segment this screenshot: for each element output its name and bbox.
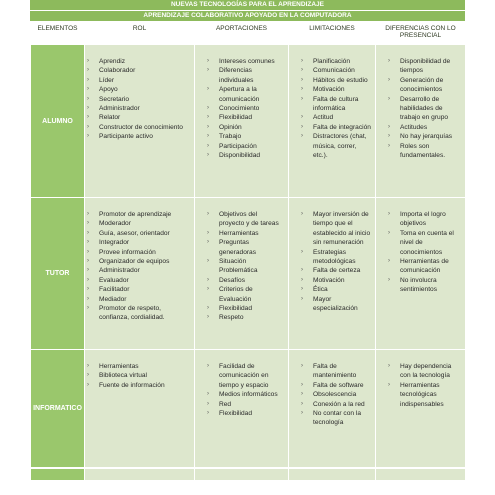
list-item: › Flexibilidad	[219, 113, 284, 122]
bullet-list	[313, 362, 371, 428]
bullet-list	[313, 57, 371, 160]
list-item: › Herramientas tecnológicas indispensables	[400, 381, 459, 409]
list-item: › Opinión	[219, 123, 284, 132]
list-item: › No hay jerarquías	[400, 132, 459, 141]
list-item: › Provee información	[99, 248, 190, 257]
list-item: › Promotor de respeto, confianza, cordialidad.	[99, 304, 190, 323]
bullet-list	[400, 57, 459, 160]
cell-aportaciones	[195, 198, 289, 350]
list-item: › Disponibilidad	[219, 151, 284, 160]
list-item: › Aprendiz	[99, 57, 190, 66]
list-item: › Desarrollo de habilidades de trabajo en grupo	[400, 95, 459, 123]
trailing-cell	[85, 469, 195, 481]
bullet-list	[99, 210, 190, 323]
trailing-label-cell	[31, 469, 85, 481]
row-label: INFORMATICO	[31, 350, 85, 468]
list-item: › Flexibilidad	[219, 304, 284, 313]
list-item: › Hay dependencia con la tecnología	[400, 362, 459, 381]
row-label: ALUMNO	[31, 45, 85, 198]
list-item: › Moderador	[99, 219, 190, 228]
list-item: › Objetivos del proyecto y de tareas	[219, 210, 284, 229]
list-item: › Intereses comunes	[219, 57, 284, 66]
list-item: › Herramientas de comunicación	[400, 257, 459, 276]
list-item: › Planificación	[313, 57, 371, 66]
table-row	[31, 198, 466, 350]
list-item: › Participante activo	[99, 132, 190, 141]
cell-limitaciones	[289, 45, 376, 198]
list-item: › No involucra sentimientos	[400, 276, 459, 295]
header-aportaciones: APORTACIONES	[195, 23, 289, 45]
list-item: › Motivación	[313, 85, 371, 94]
list-item: › Evaluador	[99, 276, 190, 285]
list-item: › Motivación	[313, 276, 371, 285]
bullet-list	[99, 57, 190, 142]
header-limitaciones: LIMITACIONES	[289, 23, 376, 45]
list-item: › Toma en cuenta el nivel de conocimientos	[400, 229, 459, 257]
bullet-list	[219, 362, 284, 418]
list-item: › Constructor de conocimiento	[99, 123, 190, 132]
list-item: › Obsolescencia	[313, 390, 371, 399]
list-item: › Relator	[99, 113, 190, 122]
list-item: › Respeto	[219, 313, 284, 322]
table-row	[31, 350, 466, 468]
cell-aportaciones	[195, 350, 289, 468]
list-item: › Actitudes	[400, 123, 459, 132]
header-elementos: ELEMENTOS	[31, 23, 85, 45]
list-item: › Generación de conocimientos	[400, 76, 459, 95]
cell-diferencias	[376, 45, 466, 198]
cell-rol	[85, 45, 195, 198]
list-item: › Integrador	[99, 238, 190, 247]
list-item: › Actitud	[313, 113, 371, 122]
trailing-cell	[289, 469, 376, 481]
list-item: › Preguntas generadoras	[219, 238, 284, 257]
list-item: › Importa el logro objetivos	[400, 210, 459, 229]
header-diferencias: DIFERENCIAS CON LO PRESENCIAL	[376, 23, 466, 45]
list-item: › Hábitos de estudio	[313, 76, 371, 85]
list-item: › Estrategias metodológicas	[313, 248, 371, 267]
list-item: › Apoyo	[99, 85, 190, 94]
list-item: › Disponibilidad de tiempos	[400, 57, 459, 76]
cell-rol	[85, 198, 195, 350]
table-row	[31, 45, 466, 198]
cell-rol	[85, 350, 195, 468]
list-item: › No contar con la tecnología	[313, 409, 371, 428]
list-item: › Guía, asesor, orientador	[99, 229, 190, 238]
list-item: › Mediador	[99, 295, 190, 304]
cell-limitaciones	[289, 350, 376, 468]
cell-limitaciones	[289, 198, 376, 350]
bullet-list	[400, 362, 459, 409]
list-item: › Falta de certeza	[313, 266, 371, 275]
list-item: › Herramientas	[99, 362, 190, 371]
table-trailing-row	[30, 468, 466, 481]
document-subtitle: APRENDIZAJE COLABORATIVO APOYADO EN LA COMPUTADORA	[30, 11, 465, 22]
list-item: › Participación	[219, 142, 284, 151]
document-title: NUEVAS TECNOLOGÍAS PARA EL APRENDIZAJE	[30, 0, 465, 11]
list-item: › Comunicación	[313, 66, 371, 75]
list-item: › Ética	[313, 285, 371, 294]
comparison-table	[30, 22, 466, 468]
list-item: › Roles son fundamentales.	[400, 142, 459, 161]
list-item: › Colaborador	[99, 66, 190, 75]
list-item: › Conocimiento	[219, 104, 284, 113]
list-item: › Red	[219, 400, 284, 409]
list-item: › Criterios de Evaluación	[219, 285, 284, 304]
header-rol: ROL	[85, 23, 195, 45]
bullet-list	[219, 210, 284, 323]
list-item: › Apertura a la comunicación	[219, 85, 284, 104]
list-item: › Mayor inversión de tiempo que el establecido al inicio sin remuneración	[313, 210, 371, 248]
list-item: › Secretario	[99, 95, 190, 104]
list-item: › Administrador	[99, 104, 190, 113]
list-item: › Biblioteca virtual	[99, 371, 190, 380]
list-item: › Promotor de aprendizaje	[99, 210, 190, 219]
list-item: › Diferencias individuales	[219, 66, 284, 85]
list-item: › Trabajo	[219, 132, 284, 141]
list-item: › Organizador de equipos	[99, 257, 190, 266]
trailing-cell	[376, 469, 466, 481]
list-item: › Falta de cultura informática	[313, 95, 371, 114]
cell-diferencias	[376, 350, 466, 468]
list-item: › Facilitador	[99, 285, 190, 294]
trailing-cell	[195, 469, 289, 481]
list-item: › Flexibilidad	[219, 409, 284, 418]
list-item: › Mayor especialización	[313, 295, 371, 314]
list-item: › Falta de integración	[313, 123, 371, 132]
bullet-list	[400, 210, 459, 295]
list-item: › Líder	[99, 76, 190, 85]
list-item: › Falta de software	[313, 381, 371, 390]
list-item: › Situación Problemática	[219, 257, 284, 276]
list-item: › Facilidad de comunicación en tiempo y espacio	[219, 362, 284, 390]
list-item: › Distractores (chat, música, correr, etc.).	[313, 132, 371, 160]
document-table-wrapper	[30, 0, 465, 495]
row-label: TUTOR	[31, 198, 85, 350]
list-item: › Falta de mantenimiento	[313, 362, 371, 381]
cell-aportaciones	[195, 45, 289, 198]
list-item: › Medios informáticos	[219, 390, 284, 399]
header-row	[31, 23, 466, 45]
bullet-list	[219, 57, 284, 160]
list-item: › Herramientas	[219, 229, 284, 238]
list-item: › Desafíos	[219, 276, 284, 285]
list-item: › Fuente de información	[99, 381, 190, 390]
list-item: › Conexión a la red	[313, 400, 371, 409]
cell-diferencias	[376, 198, 466, 350]
list-item: › Administrador	[99, 266, 190, 275]
bullet-list	[99, 362, 190, 390]
bullet-list	[313, 210, 371, 313]
